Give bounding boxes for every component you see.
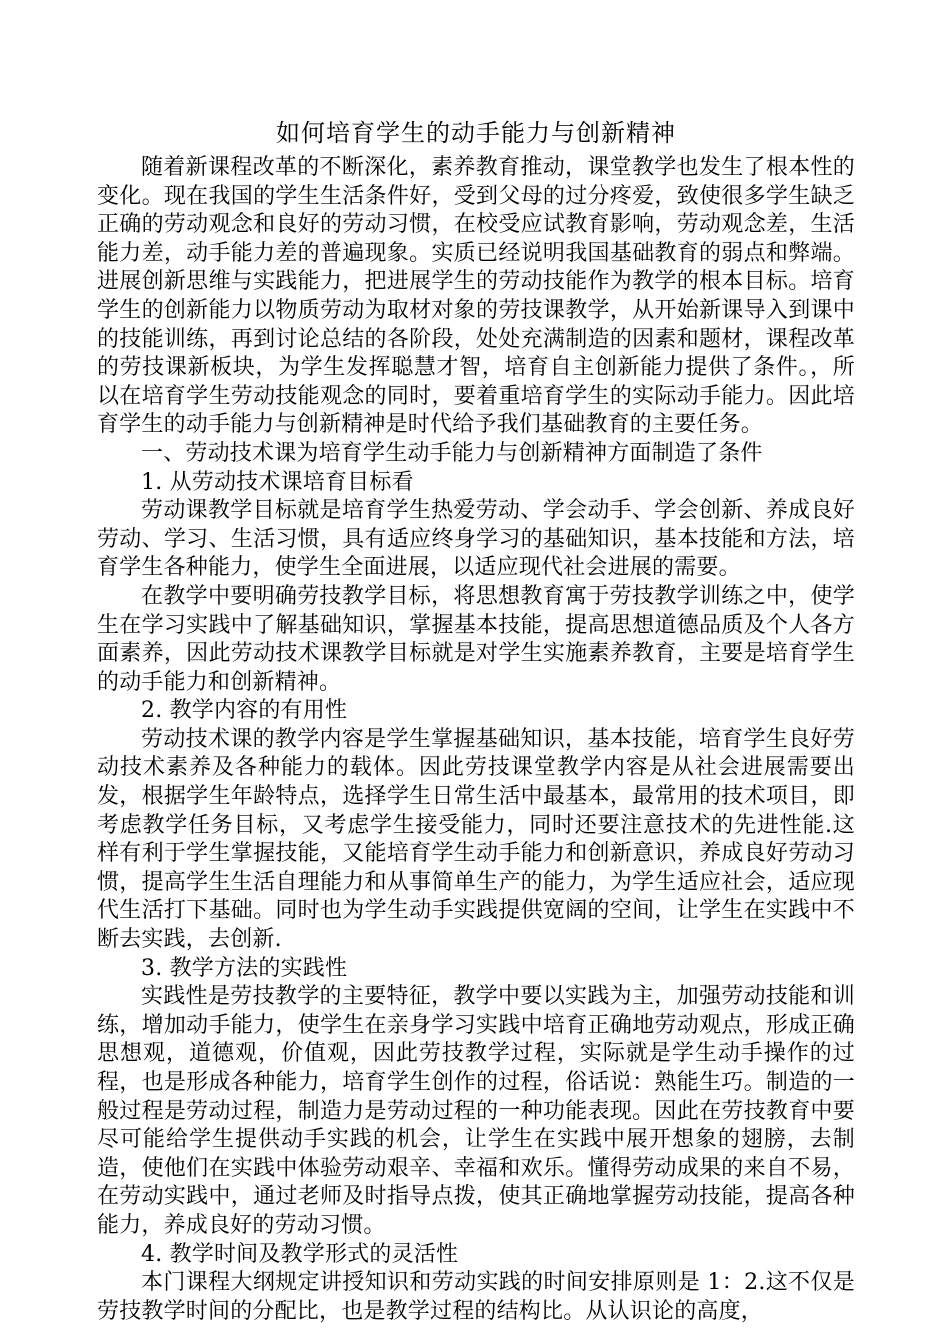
subsection-heading-2: 2. 教学内容的有用性 <box>141 698 348 724</box>
body-paragraph: 劳动课教学目标就是培育学生热爱劳动、学会动手、学会创新、养成良好劳动、学习、生活习惯，具有适应终身学习的基础知识，基本技能和方法，培育学生各种能力，使学生全面进展，以适应现代社会进展的需要。 <box>97 498 855 581</box>
body-paragraph: 实践性是劳技教学的主要特征，教学中要以实践为主，加强劳动技能和训练，增加动手能力，使学生在亲身学习实践中培育正确地劳动观点，形成正确思想观，道德观，价值观，因此劳技教学过程，实际就是学生动手操作的过程，也是形成各种能力，培育学生创作的过程，俗话说：熟能生巧。制造的一般过程是劳动过程，制造力是劳动过程的一种功能表现。因此在劳技教育中要尽可能给学生提供动手实践的机会，让学生在实践中展开想象的翅膀，去制造，使他们在实践中体验劳动艰辛、幸福和欢乐。懂得劳动成果的来自不易，在劳动实践中，通过老师及时指导点拨，使其正确地掌握劳动技能，提高各种能力，养成良好的劳动习惯。 <box>97 984 855 1238</box>
body-paragraph: 劳动技术课的教学内容是学生掌握基础知识，基本技能，培育学生良好劳动技术素养及各种能力的载体。因此劳技课堂教学内容是从社会进展需要出发，根据学生年龄特点，选择学生日常生活中最基本，最常用的技术项目，即考虑教学任务目标，又考虑学生接受能力，同时还要注意技术的先进性能.这样有利于学生掌握技能，又能培育学生动手能力和创新意识，养成良好劳动习惯，提高学生生活自理能力和从事简单生产的能力，为学生适应社会，适应现代生活打下基础。同时也为学生动手实践提供宽阔的空间，让学生在实践中不断去实践，去创新. <box>97 726 855 953</box>
document-title: 如何培育学生的动手能力与创新精神 <box>276 119 676 147</box>
subsection-heading-1: 1. 从劳动技术课培育目标看 <box>141 469 414 495</box>
body-paragraph: 本门课程大纲规定讲授知识和劳动实践的时间安排原则是 1：2.这不仅是劳技教学时间的分配比，也是教学过程的结构比。从认识论的高度， <box>97 1270 855 1324</box>
subsection-heading-3: 3. 教学方法的实践性 <box>141 955 348 981</box>
intro-paragraph: 随着新课程改革的不断深化，素养教育推动，课堂教学也发生了根本性的变化。现在我国的学生生活条件好，受到父母的过分疼爱，致使很多学生缺乏正确的劳动观念和良好的劳动习惯，在校受应试教育影响，劳动观念差，生活能力差，动手能力差的普遍现象。实质已经说明我国基础教育的弱点和弊端。进展创新思维与实践能力，把进展学生的劳动技能作为教学的根本目标。培育学生的创新能力以物质劳动为取材对象的劳技课教学，从开始新课导入到课中的技能训练，再到讨论总结的各阶段，处处充满制造的因素和题材，课程改革的劳技课新板块，为学生发挥聪慧才智，培育自主创新能力提供了条件。，所以在培育学生劳动技能观念的同时，要着重培育学生的实际动手能力。因此培育学生的动手能力与创新精神是时代给予我们基础教育的主要任务。 <box>97 155 855 438</box>
body-paragraph: 在教学中要明确劳技教学目标，将思想教育寓于劳技教学训练之中，使学生在学习实践中了解基础知识，掌握基本技能，提高思想道德品质及个人各方面素养，因此劳动技术课教学目标就是对学生实施素养教育，主要是培育学生的动手能力和创新精神。 <box>97 583 855 695</box>
document-page <box>97 116 855 1326</box>
subsection-heading-4: 4. 教学时间及教学形式的灵活性 <box>141 1241 459 1267</box>
section-heading-1: 一、劳动技术课为培育学生动手能力与创新精神方面制造了条件 <box>141 440 763 466</box>
